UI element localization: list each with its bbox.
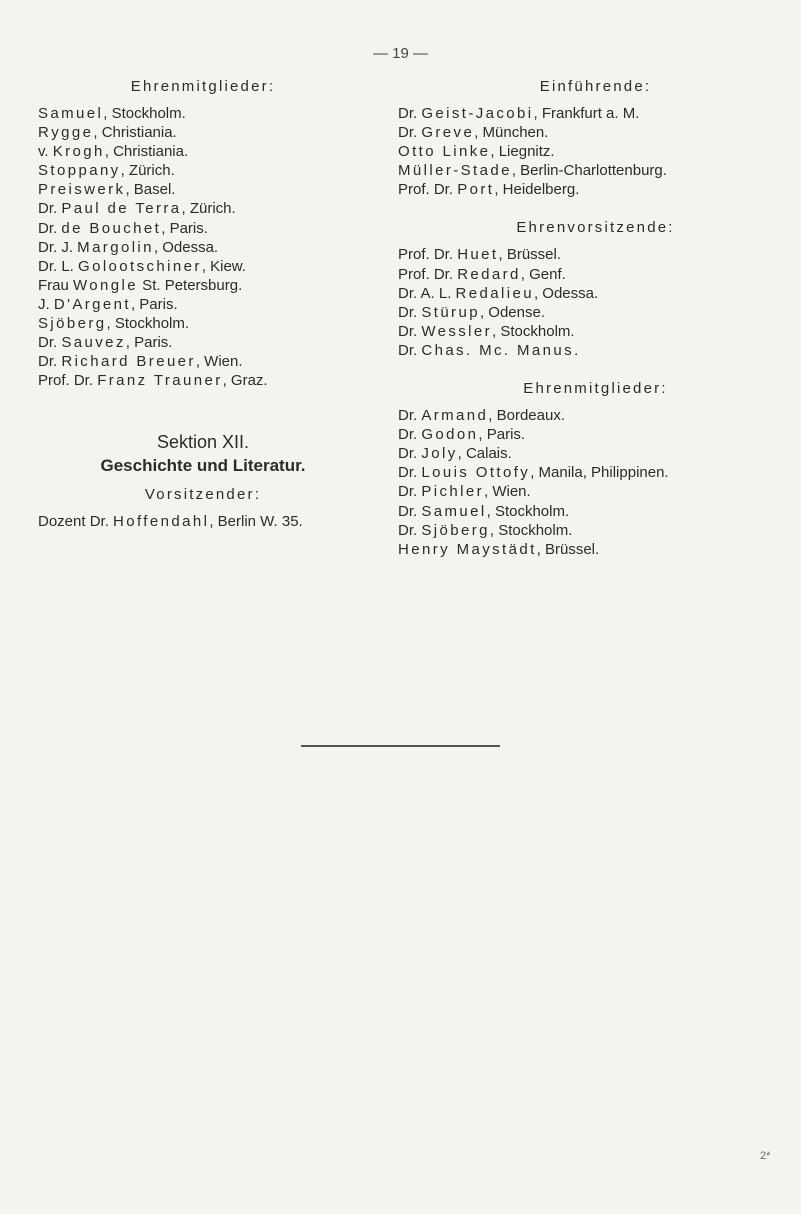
entry-place: , Brüssel. <box>536 540 600 558</box>
list-item <box>38 314 368 333</box>
entry-name: Sauvez <box>61 334 126 352</box>
list-item <box>398 521 793 540</box>
list-item <box>38 371 368 390</box>
entry-place: , Berlin-Charlottenburg. <box>511 162 667 180</box>
list-item <box>38 333 368 352</box>
entry-prefix: Frau <box>38 276 74 294</box>
entry-place: , Paris. <box>478 426 526 444</box>
honorary-members-heading: Ehrenmitglieder: <box>130 78 276 95</box>
list-item <box>398 502 793 521</box>
entry-place: , Wien. <box>195 353 243 371</box>
entry-place: , Paris. <box>125 334 173 352</box>
entry-name: Chas. Mc. Manus <box>421 341 575 359</box>
honorary-members-list-right <box>398 406 793 559</box>
entry-prefix: Dr. <box>38 200 62 218</box>
entry-place: , Odense. <box>479 303 545 321</box>
honorary-chairs-list <box>398 245 793 360</box>
entry-prefix: Dr. L. <box>38 257 79 275</box>
entry-name: de Bouchet <box>61 219 162 237</box>
entry-place: . <box>574 341 579 359</box>
entry-place: , Stockholm. <box>486 502 570 520</box>
list-item <box>38 276 368 295</box>
entry-name: Joly <box>421 445 458 463</box>
entry-prefix: Dr. <box>398 322 422 340</box>
entry-prefix: Dr. <box>38 219 62 237</box>
list-item <box>38 142 368 161</box>
list-item <box>38 104 368 123</box>
entry-name: Louis Ottofy <box>421 464 531 482</box>
entry-place: , Christiania. <box>104 143 189 161</box>
list-item <box>38 295 368 314</box>
entry-name: Redard <box>457 265 521 283</box>
entry-name: Franz Trauner <box>97 372 223 390</box>
entry-name: Otto Linke <box>398 143 491 161</box>
entry-prefix: v. <box>38 143 53 161</box>
entry-prefix: Dr. <box>398 341 422 359</box>
entry-place: , Zürich. <box>120 162 175 180</box>
list-item <box>398 341 793 360</box>
entry-name: Pichler <box>421 483 484 501</box>
honorary-members-heading-right: Ehrenmitglieder: <box>523 380 668 398</box>
list-item <box>398 425 793 444</box>
entry-place: , Paris. <box>161 219 208 237</box>
entry-place: , Kiew. <box>201 257 246 275</box>
list-item <box>398 322 793 341</box>
list-item <box>398 161 793 180</box>
list-item <box>398 406 793 425</box>
entry-place: , Heidelberg. <box>494 181 580 199</box>
entry-name: Wongle <box>73 276 139 294</box>
list-item <box>398 142 793 161</box>
list-item <box>38 199 368 218</box>
honorary-members-list <box>38 104 368 390</box>
chair-place: , Berlin W. 35. <box>209 513 303 531</box>
entry-name: Preiswerk <box>38 181 126 199</box>
chair-heading: Vorsitzender: <box>144 486 262 504</box>
list-item <box>38 257 368 276</box>
list-item <box>398 463 793 482</box>
introducers-list <box>398 104 793 199</box>
entry-place: , München. <box>474 124 549 142</box>
entry-place: , Paris. <box>130 295 178 313</box>
entry-prefix: Dr. <box>398 426 422 444</box>
entry-place: , Stockholm. <box>106 315 190 333</box>
entry-place: , Liegnitz. <box>490 143 555 161</box>
honorary-chairs-heading: Ehrenvorsitzende: <box>516 219 675 237</box>
list-item <box>398 540 793 559</box>
entry-prefix: Dr. <box>398 464 422 482</box>
entry-name: Margolin <box>77 238 154 256</box>
entry-name: Geist-Jacobi <box>421 105 534 122</box>
list-item <box>398 284 793 303</box>
entry-prefix: Dr. <box>398 124 422 142</box>
entry-place: St. Petersburg. <box>138 276 243 294</box>
entry-name: Armand <box>421 407 489 425</box>
entry-name: Golootschiner <box>78 257 202 275</box>
right-column <box>398 76 793 559</box>
entry-prefix: Dr. <box>398 521 422 539</box>
entry-name: Paul de Terra <box>61 200 182 218</box>
divider-rule <box>301 745 500 747</box>
entry-place: , Stockholm. <box>489 521 573 539</box>
entry-prefix: Prof. Dr. <box>398 181 458 199</box>
entry-place: , Frankfurt a. M. <box>533 105 640 122</box>
list-item <box>38 238 368 257</box>
list-item <box>38 352 368 371</box>
entry-place: , Brüssel. <box>498 246 562 264</box>
entry-name: Richard Breuer <box>61 353 196 371</box>
entry-prefix: Prof. Dr. <box>398 265 458 283</box>
entry-prefix: Dr. <box>398 502 422 520</box>
entry-prefix: Dr. <box>38 334 62 352</box>
entry-name: Redalieu <box>455 284 534 302</box>
entry-prefix: Prof. Dr. <box>38 372 98 390</box>
entry-place: , Christiania. <box>93 124 177 142</box>
entry-name: Wessler <box>421 322 493 340</box>
entry-prefix: Prof. Dr. <box>398 246 458 264</box>
entry-name: Stürup <box>421 303 480 321</box>
entry-place: , Calais. <box>457 445 512 463</box>
page-number: — 19 — <box>372 45 429 62</box>
entry-prefix: J. <box>38 295 54 313</box>
entry-name: Huet <box>457 246 499 264</box>
entry-name: Müller-Stade <box>398 162 512 180</box>
entry-place: , Stockholm. <box>492 322 575 340</box>
list-item <box>398 303 793 322</box>
entry-name: Rygge <box>38 124 94 142</box>
signature-mark: 2* <box>760 1150 771 1162</box>
list-item <box>398 123 793 142</box>
chair-entry <box>38 512 368 531</box>
entry-name: Stoppany <box>38 162 121 180</box>
list-item <box>398 104 793 123</box>
list-item <box>398 444 793 463</box>
entry-place: , Stockholm. <box>103 105 186 122</box>
entry-prefix: Dr. <box>398 105 422 122</box>
entry-place: , Graz. <box>222 372 268 390</box>
chair-prefix: Dozent Dr. <box>38 513 114 531</box>
entry-prefix: Dr. <box>398 445 422 463</box>
entry-place: , Zürich. <box>181 200 236 218</box>
entry-prefix: Dr. <box>398 483 422 501</box>
entry-name: Samuel <box>38 105 104 122</box>
entry-place: , Wien. <box>484 483 531 501</box>
section-subtitle: Geschichte und Literatur. <box>100 456 306 476</box>
list-item <box>38 219 368 238</box>
entry-name: Port <box>457 181 495 199</box>
introducers-heading: Einführende: <box>539 78 652 95</box>
entry-name: Sjöberg <box>38 315 107 333</box>
list-item <box>38 161 368 180</box>
entry-name: D'Argent <box>53 295 131 313</box>
list-item <box>38 180 368 199</box>
entry-place: , Odessa. <box>153 238 219 256</box>
entry-prefix: Dr. <box>38 353 62 371</box>
entry-place: , Odessa. <box>533 284 599 302</box>
entry-prefix: Dr. J. <box>38 238 78 256</box>
entry-place: , Basel. <box>125 181 176 199</box>
section-title: Sektion XII. <box>156 432 250 453</box>
left-column <box>38 76 368 532</box>
entry-name: Sjöberg <box>421 521 490 539</box>
entry-name: Greve <box>421 124 475 142</box>
list-item <box>398 482 793 501</box>
entry-prefix: Dr. <box>398 407 422 425</box>
list-item <box>398 245 793 264</box>
list-item <box>38 123 368 142</box>
entry-prefix: Dr. <box>398 303 422 321</box>
entry-name: Samuel <box>421 502 487 520</box>
entry-place: , Bordeaux. <box>488 407 565 425</box>
entry-place: , Manila, Philippinen. <box>530 464 669 482</box>
list-item <box>398 265 793 284</box>
chair-name: Hoffendahl <box>113 513 210 531</box>
entry-place: , Genf. <box>520 265 566 283</box>
entry-name: Henry Maystädt <box>398 540 537 558</box>
entry-name: Krogh <box>52 143 105 161</box>
list-item <box>398 180 793 199</box>
entry-name: Godon <box>421 426 479 444</box>
entry-prefix: Dr. A. L. <box>398 284 456 302</box>
